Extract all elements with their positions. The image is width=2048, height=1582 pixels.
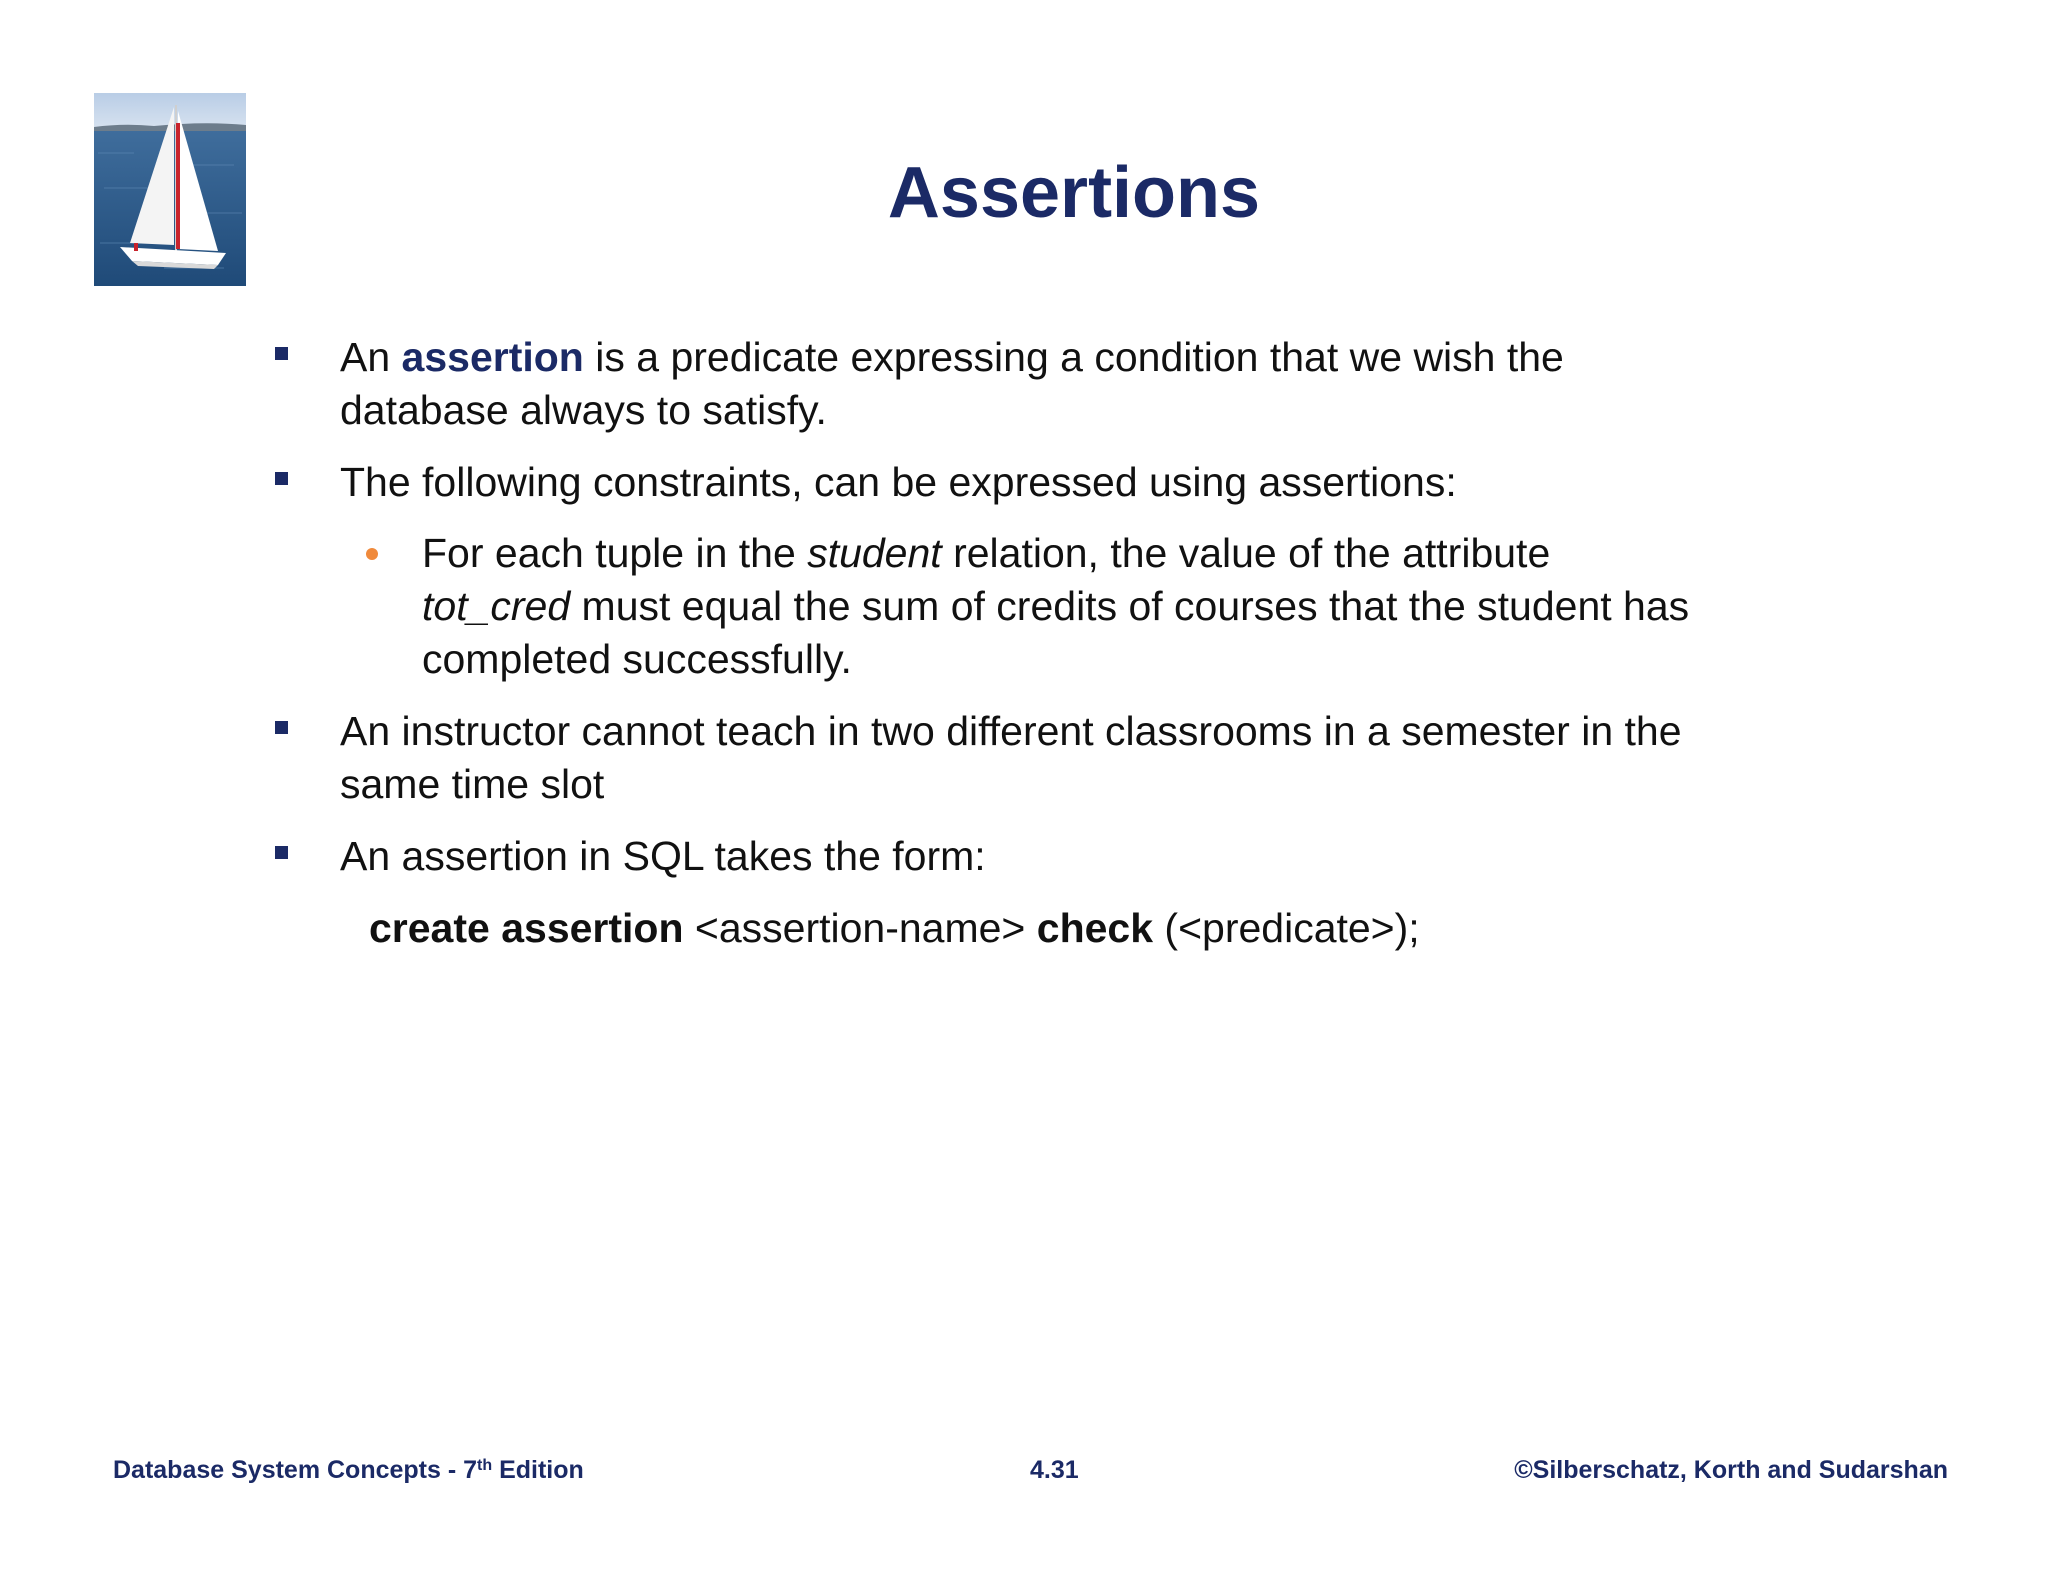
slide-title: Assertions [887, 153, 1261, 233]
bullet-dot-icon [366, 548, 378, 560]
footer-left: Database System Concepts - 7th Edition [113, 1456, 584, 1484]
bullet-square-icon [275, 846, 288, 859]
keyword-check: check [1036, 905, 1154, 951]
footer-copyright: ©Silberschatz, Korth and Sudarshan [1514, 1456, 1948, 1484]
term-assertion: assertion [401, 334, 584, 380]
bullet-1-line-2: database always to satisfy. [340, 387, 827, 433]
sub-bullet-line-2: tot_cred must equal the sum of credits of courses that the student has [422, 583, 1690, 629]
sql-syntax: create assertion <assertion-name> check (<predicate>); [369, 905, 1420, 951]
bullet-square-icon [275, 472, 288, 485]
bullet-2: The following constraints, can be expressed using assertions: [340, 459, 1457, 505]
footer-page-number: 4.31 [1030, 1456, 1079, 1484]
bullet-square-icon [275, 347, 288, 360]
sub-bullet-line-1: For each tuple in the student relation, the value of the attribute [422, 530, 1551, 576]
term-student: student [807, 530, 942, 576]
keyword-create-assertion: create assertion [369, 905, 684, 951]
bullet-1-line-1: An assertion is a predicate expressing a condition that we wish the [340, 334, 1564, 380]
bullet-square-icon [275, 721, 288, 734]
bullet-3-line-2: same time slot [340, 761, 605, 807]
bullet-3-line-1: An instructor cannot teach in two different classrooms in a semester in the [340, 708, 1682, 754]
term-tot-cred: tot_cred [422, 583, 571, 629]
bullet-4: An assertion in SQL takes the form: [340, 833, 986, 879]
sub-bullet-line-3: completed successfully. [422, 636, 852, 682]
